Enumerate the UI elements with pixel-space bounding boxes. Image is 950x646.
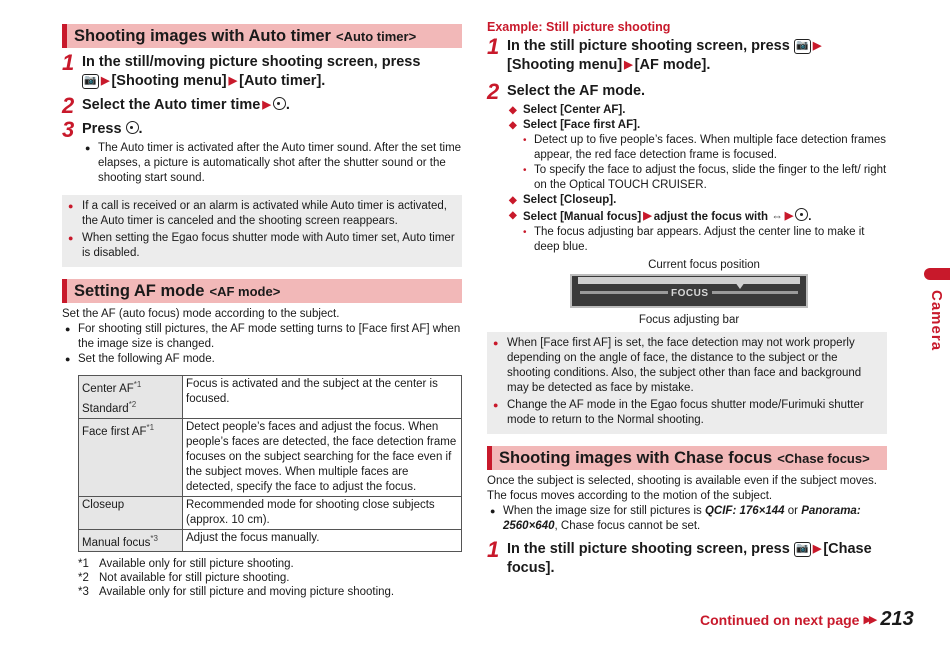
triangle-right-icon: ▶ bbox=[812, 543, 822, 555]
footnote-key: *1 bbox=[78, 558, 89, 571]
af-mode-bullets bbox=[62, 322, 462, 367]
footnote bbox=[78, 585, 462, 599]
option-text: Select [Face first AF]. bbox=[523, 119, 641, 131]
camera-key-icon: 📷 bbox=[794, 39, 811, 54]
mode-name: Standard bbox=[82, 402, 129, 415]
table-cell: Adjust the focus manually. bbox=[183, 529, 462, 552]
triangle-right-icon: ▶ bbox=[812, 40, 822, 52]
sub-item: • To specify the face to adjust the focus, slide the finger to the left/ right on the Optical TOUCH CRUISER. bbox=[523, 163, 887, 193]
figure-top-caption: Current focus position bbox=[648, 259, 760, 271]
footnote-key: *3 bbox=[78, 586, 89, 599]
center-key-icon bbox=[273, 97, 286, 110]
note-item: ● Change the AF mode in the Egao focus shutter mode/Furimuki shutter mode to return to the Normal shooting. bbox=[493, 398, 881, 428]
section-header-chase-focus bbox=[487, 446, 887, 470]
af-step-1 bbox=[487, 34, 887, 75]
step-text: . bbox=[138, 121, 143, 137]
step-number: 2 bbox=[487, 79, 500, 104]
step-number: 3 bbox=[62, 117, 75, 142]
focus-scale bbox=[578, 277, 800, 284]
step-text: . bbox=[285, 97, 290, 113]
step-number: 1 bbox=[487, 537, 500, 562]
chapter-label: Camera bbox=[928, 290, 945, 352]
figure-bottom-caption: Focus adjusting bar bbox=[638, 314, 740, 326]
right-column bbox=[487, 20, 887, 578]
step-3-notes bbox=[82, 141, 462, 186]
triangle-right-icon: ▶ bbox=[624, 59, 633, 71]
step-text: Press bbox=[82, 121, 122, 137]
option-sublist bbox=[523, 133, 887, 193]
footnote-mark: *3 bbox=[150, 533, 158, 543]
continued-link[interactable]: Continued on next page bbox=[700, 611, 860, 628]
auto-timer-notes bbox=[62, 195, 462, 267]
bullet-text: , Chase focus cannot be set. bbox=[554, 520, 701, 532]
mode-name: Closeup bbox=[82, 498, 125, 511]
af-notes bbox=[487, 332, 887, 434]
bullet-text: Panorama: 2560×640 bbox=[503, 505, 861, 532]
table-row bbox=[79, 529, 462, 552]
table-row bbox=[79, 418, 462, 496]
triangle-right-icon: ▶ bbox=[784, 210, 794, 222]
step-text: [AF mode]. bbox=[634, 57, 711, 73]
camera-key-icon: 📷 bbox=[794, 542, 811, 557]
af-options bbox=[509, 103, 887, 255]
center-key-icon bbox=[126, 121, 139, 134]
footnote bbox=[78, 571, 462, 585]
option-item bbox=[509, 118, 887, 193]
step-text: In the still/moving picture shooting screen, press bbox=[82, 54, 421, 70]
footnote-key: *2 bbox=[78, 572, 89, 585]
triangle-right-icon: ▶ bbox=[262, 99, 271, 111]
table-cell bbox=[79, 496, 183, 529]
mode-name: Manual focus bbox=[82, 536, 151, 549]
list-item: ● The Auto timer is activated after the Auto timer sound. After the set time elapses, a picture is automatically shot after the shutter sound or the shooting start sound. bbox=[82, 141, 462, 186]
section-tag: <Chase focus> bbox=[777, 450, 870, 466]
triangle-right-icon: ▶ bbox=[101, 75, 110, 87]
section-header-af-mode bbox=[62, 279, 462, 303]
auto-timer-step-3 bbox=[62, 117, 462, 142]
table-cell bbox=[79, 376, 183, 419]
option-item bbox=[509, 208, 887, 255]
table-cell: Recommended mode for shooting close subjects (approx. 10 cm). bbox=[183, 496, 462, 529]
step-number: 1 bbox=[62, 50, 75, 75]
af-step-2 bbox=[487, 79, 887, 104]
sub-item: • Detect up to five people’s faces. When multiple face detection frames appear, the red face detection frame is focused. bbox=[523, 133, 887, 163]
sub-item: • The focus adjusting bar appears. Adjust the center line to make it deep blue. bbox=[523, 225, 887, 255]
list-item: ● Set the following AF mode. bbox=[62, 352, 462, 367]
table-cell: Focus is activated and the subject at the center is focused. bbox=[183, 376, 462, 419]
left-column bbox=[62, 24, 462, 599]
note-item: ● When setting the Egao focus shutter mode with Auto timer set, Auto timer is disabled. bbox=[68, 231, 456, 261]
af-mode-table bbox=[78, 375, 462, 552]
footnote-mark: *1 bbox=[133, 380, 142, 389]
section-title: Shooting images with Chase focus bbox=[499, 448, 773, 467]
section-tag: <AF mode> bbox=[209, 283, 281, 299]
bullet-text: or bbox=[787, 505, 799, 517]
footnote-text: Available only for still picture and moving picture shooting. bbox=[99, 586, 395, 599]
step-text: [Shooting menu] bbox=[111, 73, 227, 89]
section-tag: <Auto timer> bbox=[335, 28, 417, 44]
focus-adjusting-bar bbox=[570, 274, 808, 308]
option-item: ◆ Select [Closeup]. bbox=[509, 193, 887, 208]
step-text: Select the AF mode. bbox=[507, 83, 646, 99]
table-row bbox=[79, 376, 462, 419]
page-number: 213 bbox=[880, 608, 914, 630]
option-text: . bbox=[808, 211, 812, 223]
auto-timer-step-1 bbox=[62, 50, 462, 91]
note-item: ● When [Face first AF] is set, the face detection may not work properly depending on the angle of face, the distance to the subject or the shooting conditions. Also, the subject other than face and background may be detected as face by mistake. bbox=[493, 336, 881, 396]
example-label: Example: Still picture shooting bbox=[487, 20, 671, 34]
footnote bbox=[78, 557, 462, 571]
chapter-tab-marker bbox=[924, 268, 950, 280]
footnotes bbox=[78, 557, 462, 599]
center-key-icon bbox=[795, 208, 808, 221]
auto-timer-step-2 bbox=[62, 93, 462, 118]
af-mode-intro: Set the AF (auto focus) mode according to the subject. bbox=[62, 308, 340, 320]
table-cell bbox=[79, 529, 183, 552]
step-text: [Chase focus]. bbox=[507, 541, 872, 576]
mode-name: Center AF bbox=[82, 382, 134, 395]
chase-bullets bbox=[487, 504, 887, 534]
footnote-mark: *1 bbox=[146, 422, 155, 432]
triangle-right-icon: ▶ bbox=[643, 210, 652, 222]
chase-step-1 bbox=[487, 537, 887, 578]
section-header-auto-timer bbox=[62, 24, 462, 48]
camera-key-icon: 📷 bbox=[82, 74, 99, 89]
step-number: 2 bbox=[62, 93, 75, 118]
bullet-text: QCIF: 176×144 bbox=[704, 505, 785, 517]
focus-position-marker-icon bbox=[735, 282, 745, 289]
bullet-text: When the image size for still pictures is bbox=[503, 505, 702, 517]
option-text: adjust the focus with bbox=[653, 211, 769, 223]
step-number: 1 bbox=[487, 34, 500, 59]
footnote-mark: *2 bbox=[128, 399, 137, 409]
note-item: ● If a call is received or an alarm is activated while Auto timer is activated, the Auto timer is canceled and the shooting screen reappears. bbox=[68, 199, 456, 229]
double-arrow-right-icon: ▶▶ bbox=[863, 614, 875, 626]
section-title: Shooting images with Auto timer bbox=[74, 26, 331, 45]
step-text: Select the Auto timer time bbox=[82, 97, 261, 113]
option-text: Select [Manual focus] bbox=[523, 211, 642, 223]
page-footer bbox=[700, 608, 914, 631]
list-item: ● For shooting still pictures, the AF mode setting turns to [Face first AF] when the image size is changed. bbox=[62, 322, 462, 352]
option-item: ◆ Select [Center AF]. bbox=[509, 103, 887, 118]
section-title: Setting AF mode bbox=[74, 281, 205, 300]
option-sublist bbox=[523, 225, 887, 255]
step-text: In the still picture shooting screen, press bbox=[507, 38, 790, 54]
step-text: In the still picture shooting screen, press bbox=[507, 541, 790, 557]
chase-intro: Once the subject is selected, shooting is available even if the subject moves. The focus moves according to the motion of the subject. bbox=[487, 475, 877, 502]
table-cell: Detect people’s faces and adjust the focus. When people’s faces are detected, the face detection frame focuses on the subject searching for the face even if the subject moves. When multiple faces are detected, specify the face to adjust the focus. bbox=[183, 418, 462, 496]
list-item bbox=[487, 504, 887, 534]
triangle-right-icon: ▶ bbox=[228, 75, 238, 87]
focus-figure bbox=[569, 259, 809, 326]
table-row bbox=[79, 496, 462, 529]
footnote-text: Not available for still picture shooting. bbox=[99, 572, 290, 585]
focus-bar-label: FOCUS bbox=[668, 288, 712, 299]
mode-name: Face first AF bbox=[82, 425, 147, 438]
step-text: [Shooting menu] bbox=[507, 57, 623, 73]
step-text: [Auto timer]. bbox=[239, 73, 326, 89]
table-cell bbox=[79, 418, 183, 496]
arrow-key-icon: ⇔ bbox=[771, 211, 783, 223]
footnote-text: Available only for still picture shooting. bbox=[99, 558, 294, 571]
